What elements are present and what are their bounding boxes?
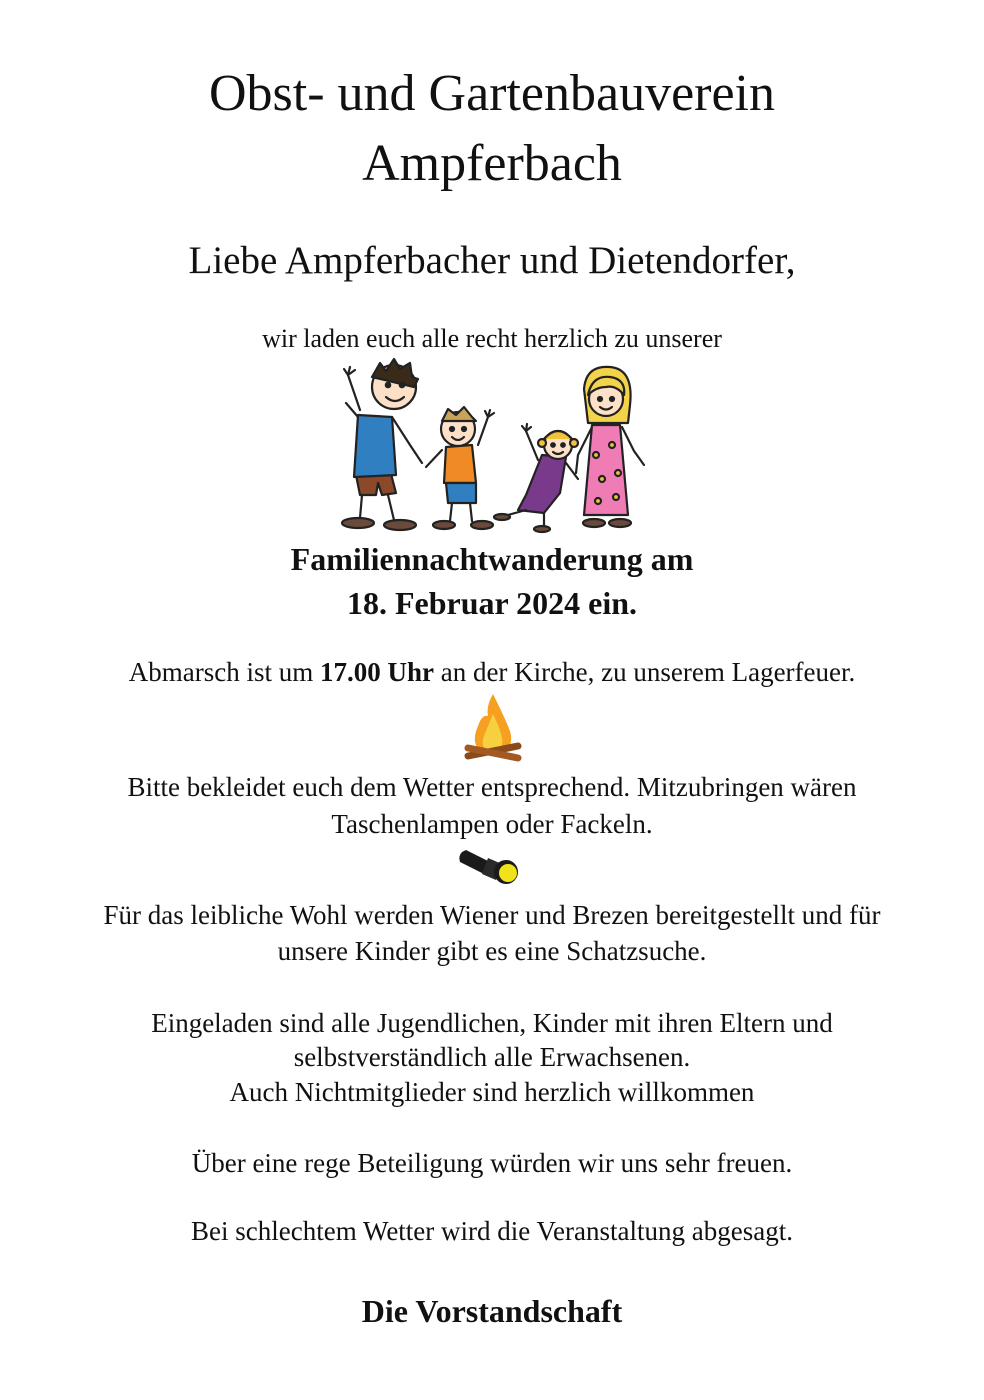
event-title-line-1: Familiennachtwanderung am bbox=[290, 541, 694, 577]
father-figure bbox=[342, 359, 422, 530]
clothing-line-1: Bitte bekleidet euch dem Wetter entsprechend. Mitzubringen wären bbox=[127, 772, 857, 802]
invite-intro: wir laden euch alle recht herzlich zu unserer bbox=[262, 324, 722, 353]
boy-figure bbox=[426, 407, 494, 529]
invited-line-1: Eingeladen sind alle Jugendlichen, Kinder mit ihren Eltern und bbox=[151, 1008, 833, 1038]
weather-note: Bei schlechtem Wetter wird die Veranstaltung abgesagt. bbox=[191, 1216, 793, 1246]
mother-figure bbox=[576, 367, 644, 527]
departure-text-before: Abmarsch ist um bbox=[128, 657, 320, 687]
food-line-1: Für das leibliche Wohl werden Wiener und Brezen bereitgestellt und für bbox=[103, 900, 881, 930]
flashlight-icon bbox=[458, 840, 522, 892]
departure-text-after: an der Kirche, zu unserem Lagerfeuer. bbox=[433, 657, 856, 687]
clothing-line-2: Taschenlampen oder Fackeln. bbox=[331, 809, 653, 839]
signature: Die Vorstandschaft bbox=[361, 1293, 623, 1329]
departure-info bbox=[0, 655, 984, 689]
food-line-2: unsere Kinder gibt es eine Schatzsuche. bbox=[277, 936, 707, 966]
participation-note: Über eine rege Beteiligung würden wir uns sehr freuen. bbox=[191, 1148, 793, 1178]
title-line-2: Ampferbach bbox=[362, 135, 622, 192]
departure-time: 17.00 Uhr bbox=[319, 657, 434, 687]
event-title-line-2: 18. Februar 2024 ein. bbox=[346, 585, 638, 621]
title-line-1: Obst- und Gartenbauverein bbox=[208, 65, 776, 122]
invited-line-3: Auch Nichtmitglieder sind herzlich willkommen bbox=[229, 1077, 755, 1107]
greeting: Liebe Ampferbacher und Dietendorfer, bbox=[188, 239, 796, 282]
girl-figure bbox=[494, 424, 578, 532]
invited-line-2: selbstverständlich alle Erwachsenen. bbox=[293, 1042, 691, 1072]
family-illustration bbox=[330, 355, 660, 535]
campfire-icon bbox=[464, 690, 522, 766]
